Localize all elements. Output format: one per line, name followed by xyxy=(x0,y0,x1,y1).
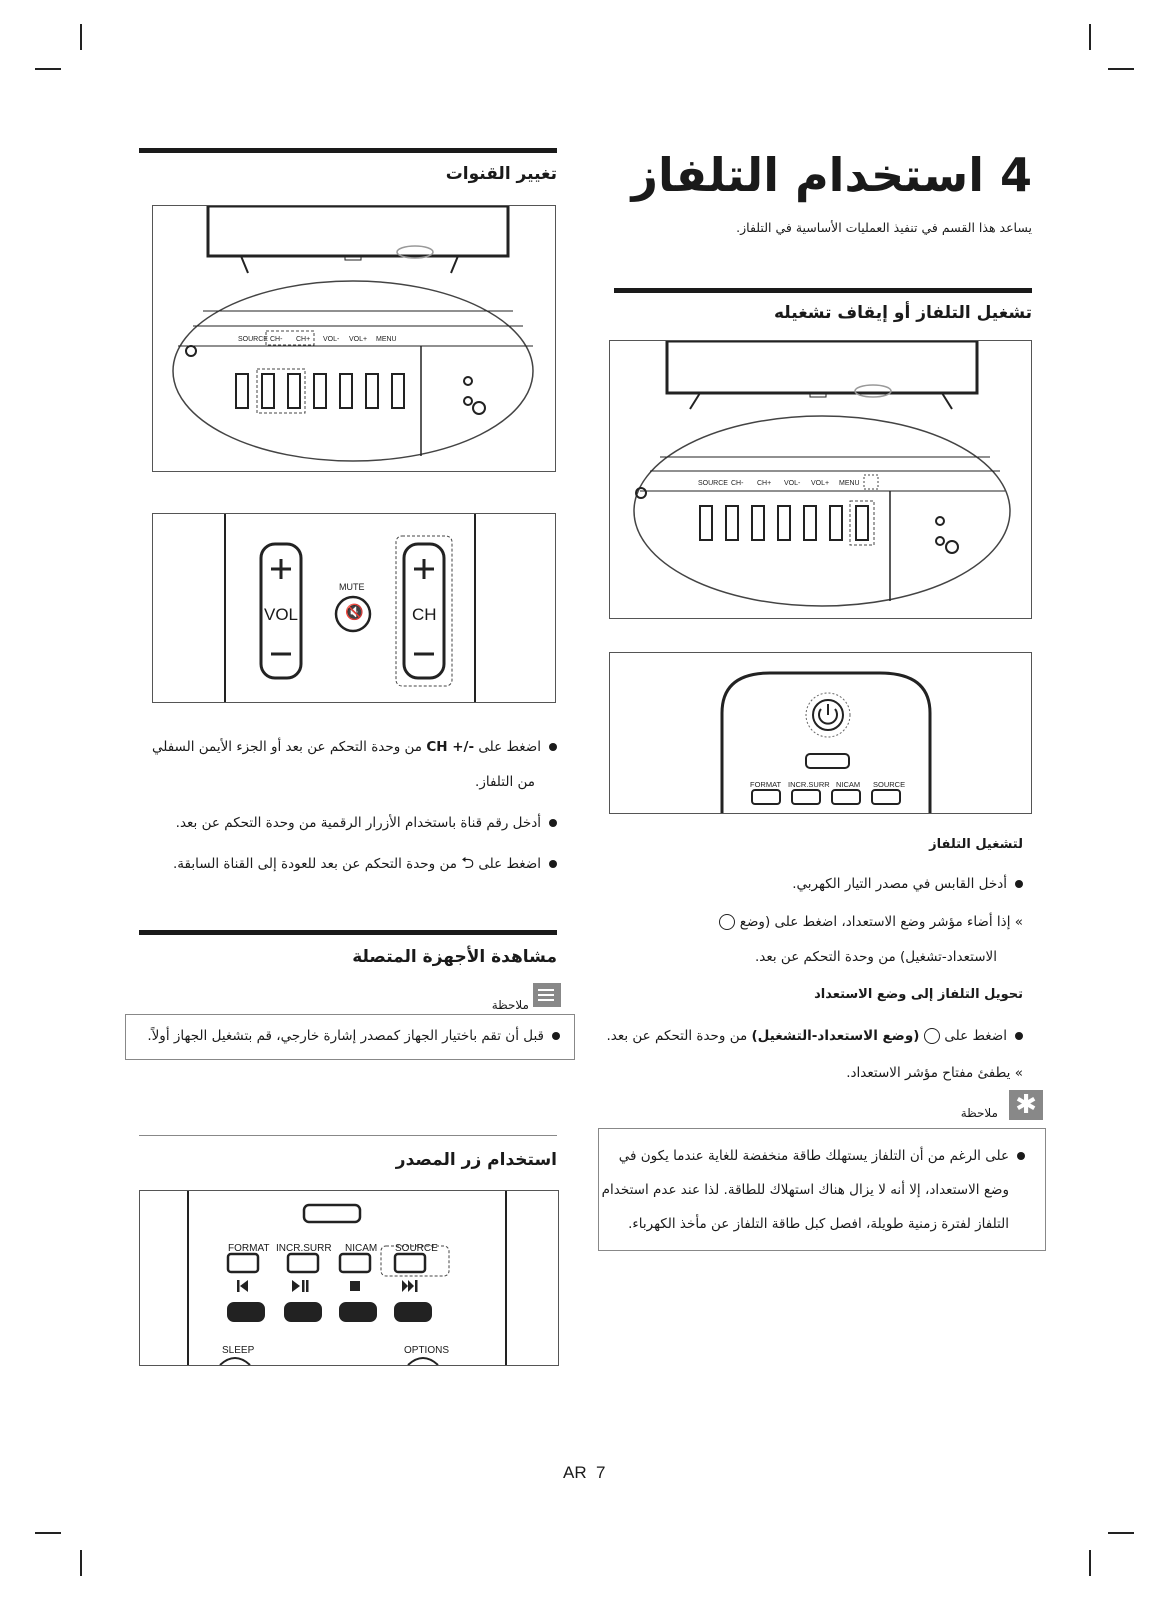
options-label: OPTIONS xyxy=(404,1345,450,1356)
source-section-heading: استخدام زر المصدر xyxy=(395,1150,557,1170)
svg-text:FORMAT: FORMAT xyxy=(750,780,782,789)
crop-mark xyxy=(1108,1532,1134,1534)
power-bullet-standby-line2: الاستعداد-تشغيل) من وحدة التحكم عن بعد. xyxy=(754,949,997,965)
channel-bullet-ch xyxy=(127,737,557,757)
section-rule xyxy=(139,930,557,935)
standby-subheading: تحويل التلفاز إلى وضع الاستعداد xyxy=(814,987,1023,1002)
remote-power-illustration xyxy=(609,652,1032,814)
mute-label: MUTE xyxy=(339,582,365,592)
bullet-text: أدخل رقم قناة باستخدام الأزرار الرقمية من وحدة التحكم عن بعد. xyxy=(175,815,541,831)
svg-text:SOURCE: SOURCE xyxy=(698,480,728,487)
bullet-icon xyxy=(549,819,557,827)
svg-text:MENU: MENU xyxy=(839,480,860,487)
bullet-bold: (وضع الاستعداد-التشغيل) xyxy=(751,1028,925,1044)
power-icon xyxy=(719,914,735,930)
svg-text:VOL+: VOL+ xyxy=(349,336,368,343)
format-label: FORMAT xyxy=(228,1243,270,1254)
bullet-text: من وحدة التحكم عن بعد. xyxy=(606,1028,752,1044)
devices-note-label: ملاحظة xyxy=(491,998,529,1012)
crop-mark xyxy=(35,1532,61,1534)
bullet-icon xyxy=(1017,1152,1025,1160)
sleep-label: SLEEP xyxy=(222,1345,255,1356)
power-note-line1 xyxy=(605,1146,1025,1166)
bullet-text: اضغط على xyxy=(474,856,541,872)
mute-icon: 🔇 xyxy=(345,603,364,621)
incr-surr-label: INCR.SURR xyxy=(276,1243,332,1254)
channel-bullet-number xyxy=(127,813,557,833)
crop-mark xyxy=(80,1550,82,1576)
crop-mark xyxy=(35,68,61,70)
channel-section-heading: تغيير القنوات xyxy=(445,164,557,184)
note-icon xyxy=(533,983,561,1007)
power-on-subheading: لتشغيل التلفاز xyxy=(929,837,1023,852)
power-note-line2: وضع الاستعداد، إلا أنه لا يزال هناك استهلاك للطاقة. لذا عند عدم استخدام xyxy=(601,1182,1009,1198)
svg-text:VOL-: VOL- xyxy=(784,480,801,487)
tv-channel-illustration xyxy=(152,205,556,472)
svg-text:VOL+: VOL+ xyxy=(811,480,830,487)
chapter-intro: يساعد هذا القسم في تنفيذ العمليات الأساسية في التلفاز. xyxy=(736,220,1032,235)
power-bullet-standby-line1 xyxy=(583,912,1023,932)
crop-mark xyxy=(80,24,82,50)
bullet-text: اضغط على xyxy=(474,739,541,755)
crop-mark xyxy=(1089,1550,1091,1576)
svg-text:SOURCE: SOURCE xyxy=(873,780,906,789)
power-note-line3: التلفاز لفترة زمنية طويلة، افصل كبل طاقة التلفاز عن مأخذ الكهرباء. xyxy=(628,1216,1009,1232)
page-number: AR 7 xyxy=(563,1463,606,1482)
svg-text:NICAM: NICAM xyxy=(836,780,861,789)
power-note-label: ملاحظة xyxy=(960,1106,998,1120)
power-note-box xyxy=(598,1128,1046,1251)
ch-label-bold: CH +/- xyxy=(426,739,475,755)
bullet-icon xyxy=(1015,880,1023,888)
bullet-icon xyxy=(1015,1032,1023,1040)
nicam-label: NICAM xyxy=(345,1243,378,1254)
crop-mark xyxy=(1108,68,1134,70)
devices-section-heading: مشاهدة الأجهزة المتصلة xyxy=(352,947,557,967)
power-bullet-plug xyxy=(593,874,1023,894)
bullet-text: » إذا أضاء مؤشر وضع الاستعداد، اضغط على (وضع xyxy=(739,914,1023,930)
section-rule xyxy=(139,148,557,153)
devices-note-text xyxy=(130,1026,560,1046)
note-text: قبل أن تقم باختيار الجهاز كمصدر إشارة خارجي، قم بتشغيل الجهاز أولاً. xyxy=(147,1028,544,1044)
note-text: على الرغم من أن التلفاز يستهلك طاقة منخفضة للغاية عندما يكون في xyxy=(618,1148,1009,1164)
bullet-icon xyxy=(549,743,557,751)
power-icon xyxy=(924,1028,940,1044)
bullet-text: اضغط على xyxy=(940,1028,1007,1044)
svg-text:MENU: MENU xyxy=(376,336,397,343)
channel-bullet-ch-line2: من التلفاز. xyxy=(475,774,535,790)
note-icon: ✱ xyxy=(1009,1090,1043,1120)
remote-source-illustration xyxy=(139,1190,559,1366)
vol-label: VOL xyxy=(264,605,299,624)
note-lines-icon xyxy=(538,989,554,991)
crop-mark xyxy=(1089,24,1091,50)
back-icon: ⮌ xyxy=(461,853,475,872)
svg-text:VOL-: VOL- xyxy=(323,336,340,343)
svg-text:CH+: CH+ xyxy=(296,336,311,343)
svg-text:SOURCE: SOURCE xyxy=(238,336,268,343)
bullet-text: أدخل القابس في مصدر التيار الكهربي. xyxy=(792,876,1007,892)
svg-text:CH+: CH+ xyxy=(757,480,772,487)
channel-bullet-back xyxy=(127,853,557,874)
standby-result: » يطفئ مفتاح مؤشر الاستعداد. xyxy=(846,1065,1023,1081)
section-rule xyxy=(614,288,1032,293)
svg-text:INCR.SURR: INCR.SURR xyxy=(788,780,830,789)
bullet-icon xyxy=(552,1032,560,1040)
bullet-text: من وحدة التحكم عن بعد للعودة إلى القناة السابقة. xyxy=(172,856,462,872)
ch-label: CH xyxy=(412,605,437,624)
bullet-icon xyxy=(549,860,557,868)
tv-power-illustration xyxy=(609,340,1032,619)
power-section-heading: تشغيل التلفاز أو إيقاف تشغيله xyxy=(774,303,1032,323)
svg-text:CH-: CH- xyxy=(270,336,283,343)
section-rule-thin xyxy=(139,1135,557,1136)
svg-text:CH-: CH- xyxy=(731,480,744,487)
source-label: SOURCE xyxy=(395,1243,438,1254)
bullet-text: من وحدة التحكم عن بعد أو الجزء الأيمن السفلي xyxy=(152,739,427,755)
devices-note-box xyxy=(125,1014,575,1060)
chapter-title: 4 استخدام التلفاز xyxy=(631,148,1032,202)
standby-bullet xyxy=(583,1026,1023,1046)
